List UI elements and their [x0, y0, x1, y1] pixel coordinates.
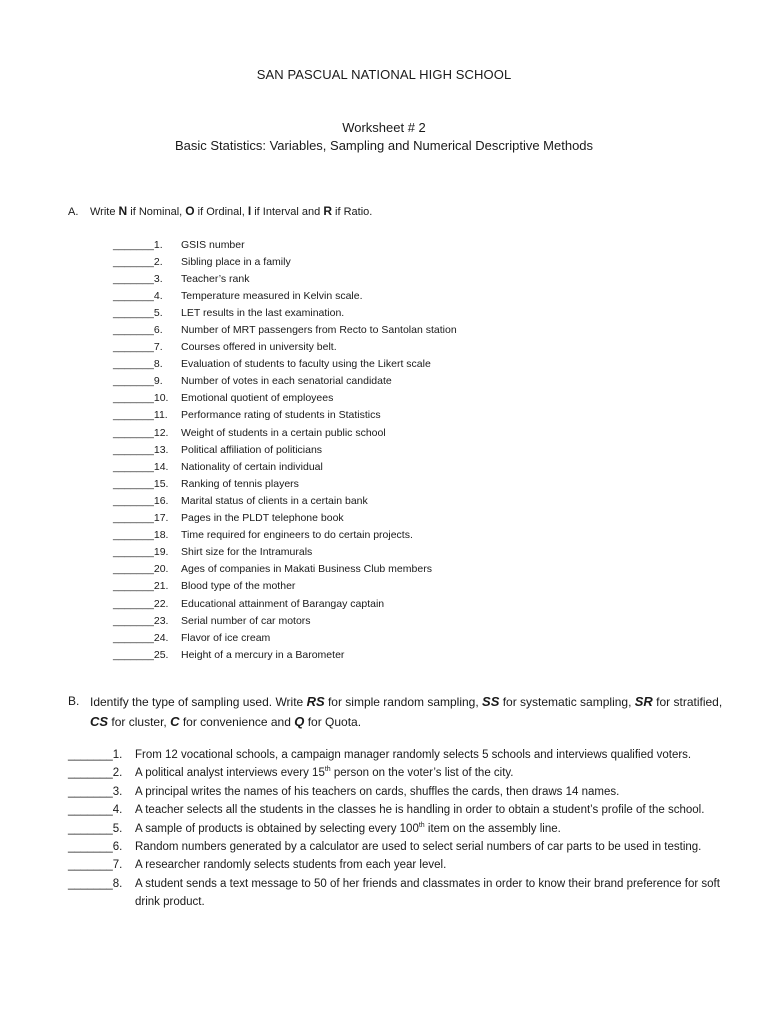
section-a-label: A.	[68, 206, 79, 218]
list-item	[113, 236, 713, 253]
item-text: Random numbers generated by a calculator are used to select serial numbers of car parts to be used in testing.	[135, 841, 702, 854]
list-item	[113, 578, 713, 595]
list-item	[113, 510, 713, 527]
instruction-text: if Ordinal,	[194, 206, 248, 218]
list-item	[68, 746, 728, 764]
list-item	[113, 629, 713, 646]
instruction-text: if Nominal,	[127, 206, 186, 218]
instruction-text: if Interval and	[251, 206, 324, 218]
item-text: A political analyst interviews every 15th person on the voter’s list of the city.	[135, 766, 514, 780]
list-item	[113, 339, 713, 356]
code-ratio: R	[323, 204, 332, 218]
item-text: Number of MRT passengers from Recto to Santolan station	[181, 324, 457, 337]
answer-blank[interactable]: _______5.	[68, 822, 123, 835]
instruction-text: for simple random sampling,	[324, 695, 483, 709]
item-text: Marital status of clients in a certain bank	[181, 494, 368, 507]
item-text: Serial number of car motors	[181, 614, 311, 627]
item-text: Nationality of certain individual	[181, 460, 323, 473]
section-b-instruction-text	[90, 692, 728, 732]
code-convenience: C	[170, 714, 180, 729]
instruction-text: for stratified,	[652, 695, 723, 709]
answer-blank[interactable]: _______3.	[113, 272, 163, 285]
instruction-text: Write	[90, 206, 119, 218]
section-a-list	[113, 236, 713, 663]
list-item	[113, 475, 713, 492]
list-item	[113, 270, 713, 287]
item-text: Performance rating of students in Statistics	[181, 409, 381, 422]
item-text: Emotional quotient of employees	[181, 392, 334, 405]
item-text: A student sends a text message to 50 of her friends and classmates in order to know their brand preference for soft drink product.	[135, 877, 720, 909]
list-item	[113, 356, 713, 373]
item-text: LET results in the last examination.	[181, 306, 345, 319]
answer-blank[interactable]: _______1.	[68, 749, 123, 761]
code-stratified: SR	[634, 694, 653, 709]
item-text: Sibling place in a family	[181, 255, 291, 268]
instruction-text: for systematic sampling,	[499, 695, 635, 709]
item-text: Educational attainment of Barangay captain	[181, 597, 385, 610]
instruction-text: Identify the type of sampling used. Write	[90, 695, 307, 709]
list-item	[113, 646, 713, 663]
code-quota: Q	[294, 714, 305, 729]
answer-blank[interactable]: _______18.	[113, 529, 169, 542]
list-item	[113, 595, 713, 612]
code-interval: I	[247, 204, 252, 218]
list-item	[113, 287, 713, 304]
item-text: Blood type of the mother	[181, 580, 296, 593]
list-item	[113, 321, 713, 338]
item-text: Pages in the PLDT telephone book	[181, 512, 344, 525]
list-item	[113, 544, 713, 561]
answer-blank[interactable]: _______16.	[113, 494, 169, 507]
list-item	[113, 492, 713, 509]
item-text: Ranking of tennis players	[181, 477, 299, 490]
answer-blank[interactable]: _______4.	[113, 289, 163, 302]
item-text: Time required for engineers to do certain projects.	[181, 529, 413, 542]
answer-blank[interactable]: _______3.	[68, 785, 123, 798]
answer-blank[interactable]: _______22.	[113, 597, 169, 610]
answer-blank[interactable]: _______13.	[113, 443, 169, 456]
item-text: Teacher’s rank	[181, 272, 250, 285]
item-text: Courses offered in university belt.	[181, 341, 337, 354]
worksheet-subtitle: Basic Statistics: Variables, Sampling and Numerical Descriptive Methods	[174, 138, 594, 153]
list-item	[113, 441, 713, 458]
list-item	[113, 561, 713, 578]
instruction-text: for cluster,	[108, 715, 171, 729]
answer-blank[interactable]: _______5.	[113, 306, 163, 319]
answer-blank[interactable]: _______12.	[113, 426, 169, 439]
answer-blank[interactable]: _______20.	[113, 563, 169, 576]
item-text: GSIS number	[181, 238, 245, 251]
item-text: Evaluation of students to faculty using the Likert scale	[181, 358, 431, 371]
list-item	[113, 424, 713, 441]
item-text: Weight of students in a certain public school	[181, 426, 386, 439]
list-item	[68, 838, 728, 856]
list-item	[113, 373, 713, 390]
item-text: Temperature measured in Kelvin scale.	[181, 289, 363, 302]
answer-blank[interactable]: _______23.	[113, 614, 169, 627]
item-text: A principal writes the names of his teachers on cards, shuffles the cards, then draws 14 names.	[135, 785, 620, 798]
item-text: Flavor of ice cream	[181, 631, 271, 644]
answer-blank[interactable]: _______4.	[68, 804, 123, 817]
code-simple-random: RS	[306, 694, 325, 709]
section-a-instruction	[68, 204, 372, 218]
instruction-text: for convenience and	[179, 715, 295, 729]
code-cluster: CS	[90, 714, 109, 729]
answer-blank[interactable]: _______8.	[113, 358, 163, 371]
answer-blank[interactable]: _______7.	[68, 859, 123, 872]
answer-blank[interactable]: _______19.	[113, 546, 169, 559]
list-item	[113, 407, 713, 424]
answer-blank[interactable]: _______24.	[113, 631, 169, 644]
code-ordinal: O	[185, 204, 195, 218]
answer-blank[interactable]: _______2.	[113, 255, 163, 268]
list-item	[68, 856, 728, 874]
answer-blank[interactable]: _______15.	[113, 477, 169, 490]
code-nominal: N	[118, 204, 128, 218]
list-item	[113, 253, 713, 270]
code-systematic: SS	[482, 694, 500, 709]
instruction-text: for Quota.	[304, 715, 362, 729]
answer-blank[interactable]: _______6.	[68, 841, 123, 854]
answer-blank[interactable]: _______7.	[113, 341, 163, 354]
item-text: A researcher randomly selects students from each year level.	[135, 859, 447, 872]
answer-blank[interactable]: _______10.	[113, 392, 169, 405]
answer-blank[interactable]: _______21.	[113, 580, 169, 593]
item-text: A teacher selects all the students in the classes he is handling in order to obtain a student’s profile of the school.	[135, 804, 705, 817]
list-item	[113, 304, 713, 321]
answer-blank[interactable]: _______6.	[113, 324, 163, 337]
list-item	[113, 612, 713, 629]
item-text: Ages of companies in Makati Business Club members	[181, 563, 432, 576]
item-text: Number of votes in each senatorial candidate	[181, 375, 392, 388]
list-item	[113, 458, 713, 475]
list-item	[68, 801, 728, 819]
answer-blank[interactable]: _______11.	[113, 409, 168, 422]
list-item	[68, 783, 728, 801]
section-b-instruction	[68, 692, 728, 732]
item-text: Height of a mercury in a Barometer	[181, 648, 345, 661]
answer-blank[interactable]: _______9.	[113, 375, 163, 388]
instruction-text: if Ratio.	[331, 206, 373, 218]
answer-blank[interactable]: _______1.	[113, 238, 163, 251]
list-item	[113, 527, 713, 544]
list-item	[68, 764, 728, 782]
worksheet-title: Worksheet # 2	[342, 120, 426, 135]
item-text: A sample of products is obtained by selecting every 100th item on the assembly line.	[135, 821, 561, 835]
list-item	[68, 875, 728, 912]
answer-blank[interactable]: _______2.	[68, 767, 123, 780]
item-text: From 12 vocational schools, a campaign manager randomly selects 5 schools and interviews qualified voters.	[135, 749, 692, 761]
answer-blank[interactable]: _______14.	[113, 460, 169, 473]
item-text: Political affiliation of politicians	[181, 443, 323, 456]
section-b-list	[68, 746, 728, 912]
school-name: SAN PASCUAL NATIONAL HIGH SCHOOL	[256, 67, 512, 82]
section-b-label: B.	[68, 694, 80, 708]
answer-blank[interactable]: _______17.	[113, 512, 169, 525]
list-item	[113, 390, 713, 407]
answer-blank[interactable]: _______8.	[68, 877, 123, 890]
item-text: Shirt size for the Intramurals	[181, 546, 313, 559]
answer-blank[interactable]: _______25.	[113, 648, 169, 661]
list-item	[68, 820, 728, 838]
